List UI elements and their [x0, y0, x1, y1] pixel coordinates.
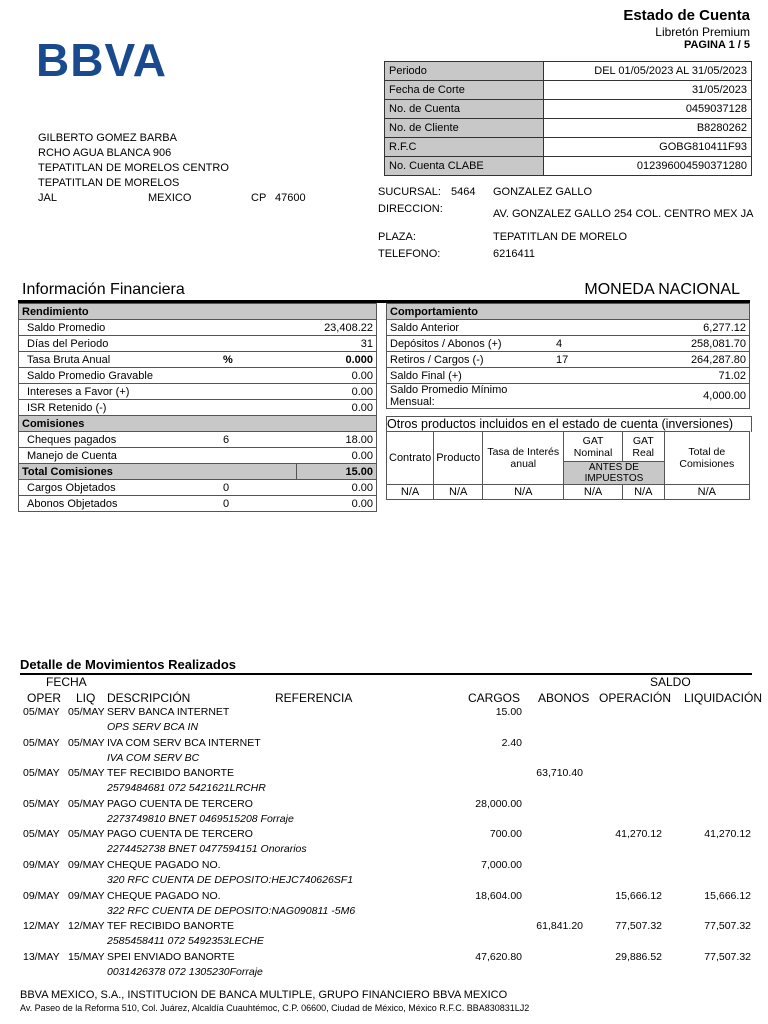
movement-reference: IVA COM SERV BC	[107, 751, 200, 764]
logo-text: BBVA	[36, 36, 167, 80]
footer-address: Av. Paseo de la Reforma 510, Col. Juárez, Alcaldía Cuauhtémoc, C.P. 06600, Ciudad de México, México R.F.C. BBA830831LJ2	[20, 1003, 530, 1013]
financial-count	[220, 368, 296, 384]
movement-cargo: 7,000.00	[481, 859, 522, 871]
movement-liq-date: 05/MAY	[68, 797, 105, 810]
other-product-value: N/A	[622, 485, 664, 500]
financial-value: 6,277.12	[629, 320, 750, 336]
financial-value: 0.00	[296, 384, 377, 400]
movement-liq-date: 05/MAY	[68, 736, 105, 749]
section-header: Comportamiento	[387, 304, 750, 320]
product-name: Libretón Premium	[655, 25, 750, 39]
movement-saldo-liquidacion: 77,507.32	[704, 920, 751, 933]
movement-description: PAGO CUENTA DE TERCERO	[107, 828, 253, 841]
account-value: DEL 01/05/2023 AL 31/05/2023	[544, 62, 752, 81]
financial-value: 0.00	[296, 448, 377, 464]
movement-description: CHEQUE PAGADO NO.	[107, 859, 221, 871]
financial-row	[19, 496, 377, 512]
rendimiento-table	[18, 303, 377, 512]
movement-liq-date: 15/MAY	[68, 950, 105, 963]
financial-label: Cheques pagados	[19, 432, 221, 448]
branch-plaza: TEPATITLAN DE MORELO	[493, 231, 628, 243]
header-abonos: ABONOS	[538, 691, 590, 705]
other-product-value: N/A	[434, 485, 483, 500]
other-product-value: N/A	[664, 485, 749, 500]
account-value: 012396004590371280	[544, 157, 752, 176]
movement-description: TEF RECIBIDO BANORTE	[107, 767, 234, 780]
header-operacion: OPERACIÓN	[599, 691, 672, 705]
account-value: B8280262	[544, 119, 752, 138]
movement-oper-date: 05/MAY	[23, 797, 60, 810]
movement-row	[0, 737, 768, 765]
page-number: PAGINA 1 / 5	[683, 39, 750, 51]
financial-value: 0.000	[296, 352, 377, 368]
movement-description: SPEI ENVIADO BANORTE	[107, 950, 235, 963]
financial-value: 18.00	[296, 432, 377, 448]
movement-oper-date: 09/MAY	[23, 859, 60, 871]
branch-label-plaza: PLAZA:	[378, 231, 416, 243]
header-cargos: CARGOS	[468, 691, 521, 705]
financial-count	[220, 448, 296, 464]
movement-cargo: 47,620.80	[475, 950, 522, 963]
movement-oper-date: 13/MAY	[23, 950, 60, 963]
movement-saldo-liquidacion: 77,507.32	[704, 950, 751, 963]
header-saldo: SALDO	[650, 675, 691, 689]
financial-value: 0.00	[296, 480, 377, 496]
client-address-line3: TEPATITLAN DE MORELOS	[38, 177, 180, 189]
financial-row	[19, 320, 377, 336]
movement-row	[0, 798, 768, 826]
financial-row	[19, 384, 377, 400]
financial-count	[553, 368, 629, 384]
financial-count: 4	[553, 336, 629, 352]
account-row	[385, 62, 752, 81]
other-product-value: N/A	[483, 485, 564, 500]
movement-oper-date: 12/MAY	[23, 920, 60, 933]
financial-row	[19, 352, 377, 368]
footer-bank-name: BBVA MEXICO, S.A., INSTITUCION DE BANCA MULTIPLE, GRUPO FINANCIERO BBVA MEXICO	[20, 989, 508, 1001]
movement-liq-date: 05/MAY	[68, 828, 105, 841]
movement-oper-date: 05/MAY	[23, 767, 60, 780]
financial-label: Retiros / Cargos (-)	[387, 352, 554, 368]
client-cp-label: CP	[251, 192, 267, 204]
movement-liq-date: 05/MAY	[68, 767, 105, 780]
branch-label-direccion: DIRECCION:	[378, 203, 443, 215]
section-header-row	[19, 416, 377, 432]
financial-row	[19, 448, 377, 464]
financial-label: Días del Periodo	[19, 336, 221, 352]
section-header-row	[19, 304, 377, 320]
movement-row	[0, 767, 768, 795]
movement-row	[0, 859, 768, 887]
financial-count: 17	[553, 352, 629, 368]
financial-row	[387, 384, 750, 409]
col-producto: Producto	[434, 432, 483, 485]
statement-title: Estado de Cuenta	[623, 7, 750, 24]
financial-count: %	[220, 352, 296, 368]
movement-description: CHEQUE PAGADO NO.	[107, 889, 221, 902]
financial-row	[19, 480, 377, 496]
col-gat-real: GAT Real	[622, 432, 664, 462]
financial-value: 258,081.70	[629, 336, 750, 352]
header-liquidacion: LIQUIDACIÓN	[684, 691, 763, 705]
branch-label-telefono: TELEFONO:	[378, 248, 441, 260]
movement-oper-date: 05/MAY	[23, 736, 60, 749]
financial-label: Saldo Promedio	[19, 320, 221, 336]
section-header-row	[387, 304, 750, 320]
header-descripcion: DESCRIPCIÓN	[107, 691, 191, 705]
client-address-line1: RCHO AGUA BLANCA 906	[38, 147, 172, 159]
financial-label: Saldo Promedio Gravable	[19, 368, 221, 384]
financial-count: 0	[220, 496, 296, 512]
movement-saldo-operacion: 15,666.12	[615, 889, 662, 902]
movement-description: PAGO CUENTA DE TERCERO	[107, 797, 253, 810]
bbva-logo	[36, 36, 172, 83]
financial-row	[19, 336, 377, 352]
movement-saldo-liquidacion: 15,666.12	[704, 889, 751, 902]
section-header-value: 15.00	[296, 464, 377, 480]
financial-count	[220, 336, 296, 352]
client-address	[38, 131, 306, 206]
financial-count: 0	[220, 480, 296, 496]
financial-row	[387, 352, 750, 368]
account-value: 0459037128	[544, 100, 752, 119]
movement-row	[0, 920, 768, 948]
movement-row	[0, 951, 768, 979]
movement-reference: 322 RFC CUENTA DE DEPOSITO:NAG090811 -5M6	[107, 904, 356, 917]
movement-cargo: 2.40	[501, 736, 522, 749]
movement-description: SERV BANCA INTERNET	[107, 706, 230, 718]
financial-value: 4,000.00	[629, 384, 750, 409]
movement-reference: OPS SERV BCA IN	[107, 721, 199, 733]
financial-label: Abonos Objetados	[19, 496, 221, 512]
branch-number: 5464	[451, 186, 476, 198]
financial-label: ISR Retenido (-)	[19, 400, 221, 416]
account-label: Periodo	[385, 62, 544, 81]
movement-row	[0, 890, 768, 918]
header-oper: OPER	[27, 691, 62, 705]
client-state: JAL	[38, 192, 57, 204]
col-gat-nominal: GAT Nominal	[564, 432, 623, 462]
section-header: Total Comisiones	[19, 464, 297, 480]
financial-value: 0.00	[296, 368, 377, 384]
account-row	[385, 138, 752, 157]
movement-saldo-liquidacion: 41,270.12	[704, 828, 751, 841]
financial-count	[220, 384, 296, 400]
other-products-title: Otros productos incluidos en el estado de cuenta (inversiones)	[386, 416, 752, 432]
section-header-row	[19, 464, 377, 480]
account-row	[385, 81, 752, 100]
other-product-value: N/A	[564, 485, 623, 500]
movement-description: IVA COM SERV BCA INTERNET	[107, 736, 261, 749]
financial-value: 23,408.22	[296, 320, 377, 336]
financial-value: 0.00	[296, 400, 377, 416]
account-row	[385, 119, 752, 138]
account-value: 31/05/2023	[544, 81, 752, 100]
movement-reference: 2273749810 BNET 0469515208 Forraje	[107, 812, 294, 825]
movement-liq-date: 09/MAY	[68, 889, 105, 902]
account-label: Fecha de Corte	[385, 81, 544, 100]
movement-oper-date: 05/MAY	[23, 706, 60, 718]
movement-saldo-operacion: 41,270.12	[615, 828, 662, 841]
client-cp: 47600	[275, 192, 306, 204]
header-referencia: REFERENCIA	[275, 691, 353, 705]
financial-count	[553, 384, 629, 409]
financial-info-title: Información Financiera	[22, 281, 185, 298]
financial-row	[387, 320, 750, 336]
movement-cargo: 700.00	[489, 828, 522, 841]
movement-reference: 2579484681 072 5421621LRCHR	[107, 782, 266, 795]
movement-abono: 61,841.20	[536, 920, 583, 933]
financial-count	[220, 320, 296, 336]
movement-cargo: 28,000.00	[475, 797, 522, 810]
other-product-value: N/A	[387, 485, 434, 500]
account-label: No. de Cliente	[385, 119, 544, 138]
client-address-line2: TEPATITLAN DE MORELOS CENTRO	[38, 162, 229, 174]
col-antes-impuestos: ANTES DE IMPUESTOS	[564, 462, 664, 485]
financial-value: 71.02	[629, 368, 750, 384]
movement-liq-date: 05/MAY	[68, 706, 105, 718]
movement-liq-date: 09/MAY	[68, 859, 105, 871]
movement-oper-date: 09/MAY	[23, 889, 60, 902]
account-label: No. de Cuenta	[385, 100, 544, 119]
financial-label: Intereses a Favor (+)	[19, 384, 221, 400]
financial-count: 6	[220, 432, 296, 448]
section-header: Comisiones	[19, 416, 377, 432]
col-contrato: Contrato	[387, 432, 434, 485]
movement-liq-date: 12/MAY	[68, 920, 105, 933]
comportamiento-table	[386, 303, 750, 409]
financial-row	[19, 368, 377, 384]
movement-saldo-operacion: 29,886.52	[615, 950, 662, 963]
account-row	[385, 100, 752, 119]
other-products-table	[386, 431, 750, 500]
financial-label: Saldo Anterior	[387, 320, 554, 336]
financial-count	[220, 400, 296, 416]
currency-label: MONEDA NACIONAL	[584, 281, 740, 298]
movement-description: TEF RECIBIDO BANORTE	[107, 920, 234, 933]
financial-label: Saldo Final (+)	[387, 368, 554, 384]
account-label: No. Cuenta CLABE	[385, 157, 544, 176]
financial-label: Cargos Objetados	[19, 480, 221, 496]
branch-address: AV. GONZALEZ GALLO 254 COL. CENTRO MEX JA	[493, 208, 754, 220]
branch-name: GONZALEZ GALLO	[493, 186, 593, 198]
movements-divider	[20, 673, 752, 675]
movement-oper-date: 05/MAY	[23, 828, 60, 841]
financial-label: Saldo Promedio Mínimo Mensual:	[387, 384, 554, 409]
header-fecha: FECHA	[46, 675, 87, 689]
col-total-comisiones: Total de Comisiones	[664, 432, 749, 485]
financial-value: 31	[296, 336, 377, 352]
movement-abono: 63,710.40	[536, 767, 583, 780]
movement-saldo-operacion: 77,507.32	[615, 920, 662, 933]
movement-cargo: 18,604.00	[475, 889, 522, 902]
account-row	[385, 157, 752, 176]
account-value: GOBG810411F93	[544, 138, 752, 157]
financial-value: 264,287.80	[629, 352, 750, 368]
client-name: GILBERTO GOMEZ BARBA	[38, 132, 177, 144]
financial-row	[19, 432, 377, 448]
movements-title: Detalle de Movimientos Realizados	[20, 657, 237, 672]
branch-phone: 6216411	[493, 248, 536, 260]
financial-label: Manejo de Cuenta	[19, 448, 221, 464]
client-country: MEXICO	[148, 192, 192, 204]
account-label: R.F.C	[385, 138, 544, 157]
account-details-table	[384, 61, 752, 176]
movement-row	[0, 828, 768, 856]
movement-reference: 2274452738 BNET 0477594151 Onorarios	[107, 843, 307, 856]
movement-reference: 2585458411 072 5492353LECHE	[107, 935, 264, 948]
movement-row	[0, 706, 768, 734]
col-tasa: Tasa de Interés anual	[483, 432, 564, 485]
financial-row	[19, 400, 377, 416]
financial-row	[387, 336, 750, 352]
movement-reference: 320 RFC CUENTA DE DEPOSITO:HEJC740626SF1	[107, 874, 354, 886]
movement-reference: 0031426378 072 1305230Forraje	[107, 965, 263, 978]
financial-label: Depósitos / Abonos (+)	[387, 336, 554, 352]
financial-count	[553, 320, 629, 336]
branch-label-sucursal: SUCURSAL:	[378, 186, 441, 198]
financial-value: 0.00	[296, 496, 377, 512]
financial-row	[387, 368, 750, 384]
movement-cargo: 15.00	[495, 706, 522, 718]
section-header: Rendimiento	[19, 304, 377, 320]
financial-label: Tasa Bruta Anual	[19, 352, 221, 368]
header-liq: LIQ	[76, 691, 96, 705]
